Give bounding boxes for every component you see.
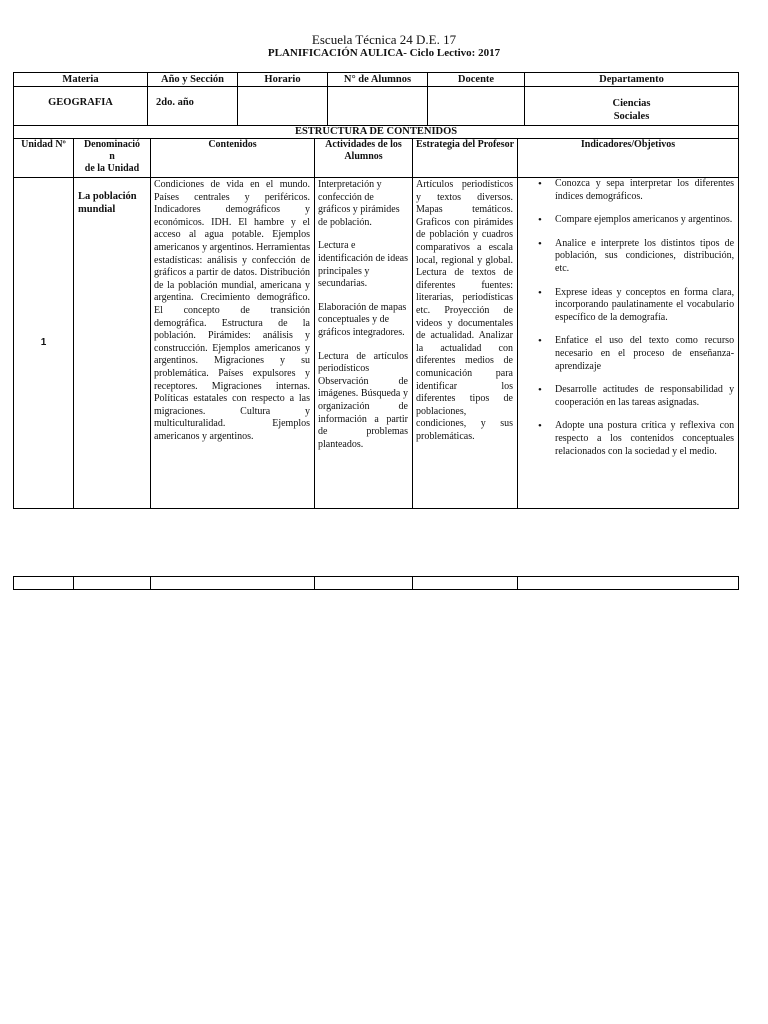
col-estrategia: Estrategia del Profesor bbox=[413, 139, 518, 178]
header-anio-seccion: Año y Sección bbox=[148, 73, 238, 87]
list-item: • Compare ejemplos americanos y argentinos. bbox=[555, 214, 734, 227]
anio-seccion-cell bbox=[148, 87, 238, 126]
anio-seccion-value: 2do. año bbox=[156, 97, 194, 108]
empty-table-row bbox=[13, 576, 739, 590]
unit-name: La población mundial bbox=[78, 191, 137, 215]
indicadores-list bbox=[518, 178, 738, 458]
contenidos-cell bbox=[151, 178, 315, 509]
departamento-line1: Ciencias bbox=[612, 98, 651, 109]
horario-cell bbox=[238, 87, 328, 126]
list-item: • Adopte una postura crítica y reflexiva con respecto a los contenidos conceptuales relacionados con la sociedad y el medio. bbox=[555, 420, 734, 458]
empty-cell bbox=[151, 577, 315, 590]
header-docente: Docente bbox=[428, 73, 525, 87]
estrategia-cell bbox=[413, 178, 518, 509]
col-contenidos: Contenidos bbox=[151, 139, 315, 178]
empty-cell bbox=[14, 577, 74, 590]
table-row bbox=[14, 178, 739, 509]
col-indicadores: Indicadores/Objetivos bbox=[518, 139, 739, 178]
materia-value: GEOGRAFIA bbox=[48, 97, 113, 108]
actividades-cell bbox=[315, 178, 413, 509]
list-item: • Desarrolle actitudes de responsabilidad y cooperación en las tareas asignadas. bbox=[555, 384, 734, 409]
list-item: • Conozca y sepa interpretar los diferentes índices demográficos. bbox=[555, 178, 734, 203]
document-subtitle: PLANIFICACIÓN AULICA- Ciclo Lectivo: 2017 bbox=[267, 47, 501, 59]
contenidos-text: Condiciones de vida en el mundo. Países centrales y periféricos. Indicadores demográficos y económicos. IDH. El hambre y el acceso al agua potable. Ejemplos americanos y argentinos. Herramientas estadísticas: análisis y confección de gráficos a partir de datos. Distribución de la población mundial, americana y argentina. Crecimiento demográfico. El concepto de transición demográfica. Estructura de la población. Pirámides: análisis y construcción. Ejemplos americanos y argentinos. Migraciones y su problemática. Países expulsores y receptores. Migraciones internas. Políticas estatales con respecto a las migraciones. Cultura y multiculturalidad. Ejemplos americanos y argentinos. bbox=[154, 179, 310, 442]
estructura-title: ESTRUCTURA DE CONTENIDOS bbox=[14, 126, 739, 139]
list-item: • Exprese ideas y conceptos en forma clara, incorporando paulatinamente el vocabulario específico de la demografía. bbox=[555, 287, 734, 325]
actividades-item-1: Interpretación y confección de gráficos y pirámides de población. bbox=[318, 179, 400, 228]
col-denominacion-line2: n bbox=[109, 151, 115, 162]
actividades-item-3: Elaboración de mapas conceptuales y de gráficos integradores. bbox=[318, 301, 407, 338]
school-title: Escuela Técnica 24 D.E. 17 bbox=[311, 32, 457, 47]
empty-cell bbox=[315, 577, 413, 590]
col-denominacion-line3: de la Unidad bbox=[84, 163, 140, 174]
col-unidad: Unidad Nº bbox=[14, 139, 74, 178]
content-structure-table bbox=[13, 125, 739, 509]
actividades-item-2: Lectura e identificación de ideas principales y secundarias. bbox=[318, 240, 408, 290]
departamento-line2: Sociales bbox=[613, 111, 650, 122]
docente-cell bbox=[428, 87, 525, 126]
header-departamento: Departamento bbox=[525, 73, 739, 87]
col-denominacion-line1: Denominació bbox=[83, 139, 141, 150]
unit-number: 1 bbox=[14, 178, 74, 509]
empty-cell bbox=[74, 577, 151, 590]
list-item: • Enfatice el uso del texto como recurso necesario en el proceso de enseñanza-aprendizaje bbox=[555, 335, 734, 373]
alumnos-cell bbox=[328, 87, 428, 126]
header-alumnos: N° de Alumnos bbox=[328, 73, 428, 87]
list-item: • Analice e interprete los distintos tipos de población, sus condiciones, distribución, etc. bbox=[555, 238, 734, 276]
empty-cell bbox=[413, 577, 518, 590]
estrategia-text: Artículos periodísticos y textos diversos. Mapas temáticos. Graficos con pirámides de población y cuadros comparativos a escala local, regional y global. Lectura de textos de diferentes fuentes: literarias, periodísticas etc. Proyección de videos y documentales de actualidad. Analizar la actualidad con diferentes medios de comunicación para identificar los diferentes tipos de poblaciones, condiciones, y sus problemáticas. bbox=[416, 179, 513, 442]
departamento-cell bbox=[525, 87, 739, 126]
header-horario: Horario bbox=[238, 73, 328, 87]
indicadores-cell bbox=[518, 178, 739, 509]
info-table bbox=[13, 72, 739, 126]
col-denominacion bbox=[74, 139, 151, 178]
unit-name-cell bbox=[74, 178, 151, 509]
materia-cell bbox=[14, 87, 148, 126]
empty-cell bbox=[518, 577, 739, 590]
actividades-item-4: Lectura de artículos periodísticos Observación de imágenes. Búsqueda y organización de información a partir de problemas planteados. bbox=[318, 350, 408, 450]
col-actividades: Actividades de los Alumnos bbox=[315, 139, 413, 178]
header-materia: Materia bbox=[14, 73, 148, 87]
